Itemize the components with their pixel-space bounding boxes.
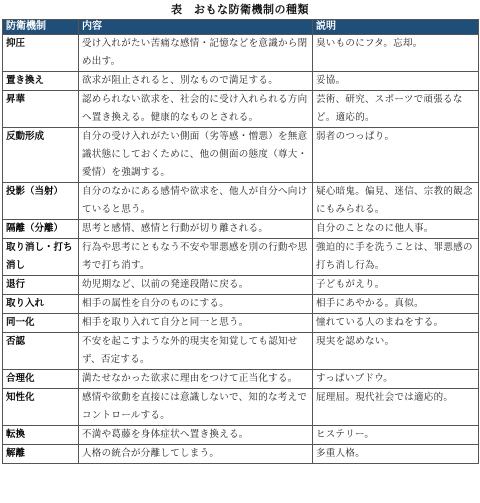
table-row	[3, 72, 479, 91]
mechanism-description: 疑心暗鬼。偏見、迷信、宗教的観念にもみられる。	[313, 183, 479, 220]
mechanism-description: 臭いものにフタ。忘却。	[313, 35, 479, 72]
mechanism-content: 感情や欲動を直接には意識しないで、知的な考えでコントロールする。	[79, 389, 313, 426]
header-description: 説明	[313, 20, 479, 35]
mechanism-description: 強迫的に手を洗うことは、罪悪感の打ち消し行為。	[313, 239, 479, 276]
mechanism-content: 不安を起こすような外的現実を知覚しても認知せず、否定する。	[79, 333, 313, 370]
table-row	[3, 35, 479, 72]
mechanism-description: ヒステリー。	[313, 426, 479, 445]
mechanism-content: 欲求が阻止されると、別なもので満足する。	[79, 72, 313, 91]
table-row	[3, 128, 479, 183]
mechanism-content: 不満や葛藤を身体症状へ置き換える。	[79, 426, 313, 445]
mechanism-description: 憧れている人のまねをする。	[313, 314, 479, 333]
mechanism-description: すっぱいブドウ。	[313, 370, 479, 389]
mechanism-name: 否認	[3, 333, 79, 370]
mechanism-name: 置き換え	[3, 72, 79, 91]
mechanism-content: 人格の統合が分離してしまう。	[79, 445, 313, 464]
mechanism-name: 同一化	[3, 314, 79, 333]
table-row	[3, 183, 479, 220]
mechanism-description: 弱者のつっぱり。	[313, 128, 479, 183]
mechanism-content: 自分の受け入れがたい側面（劣等感・憎悪）を無意識状態にしておくために、他の側面の態度（尊大・愛情）を強調する。	[79, 128, 313, 183]
mechanism-content: 受け入れがたい苦痛な感情・記憶などを意識から閉め出す。	[79, 35, 313, 72]
mechanism-description: 芸術、研究、スポーツで頑張るなど。適応的。	[313, 91, 479, 128]
mechanism-description: 多重人格。	[313, 445, 479, 464]
mechanism-name: 転換	[3, 426, 79, 445]
mechanism-content: 行為や思考にともなう不安や罪悪感を別の行動や思考で打ち消す。	[79, 239, 313, 276]
mechanism-description: 妥協。	[313, 72, 479, 91]
table-row	[3, 370, 479, 389]
mechanism-description: 子どもがえり。	[313, 276, 479, 295]
table-row	[3, 314, 479, 333]
mechanism-description: 現実を認めない。	[313, 333, 479, 370]
mechanism-name: 抑圧	[3, 35, 79, 72]
mechanism-description: 屁理屈。現代社会では適応的。	[313, 389, 479, 426]
header-mechanism: 防衛機制	[3, 20, 79, 35]
table-header-row	[3, 20, 479, 35]
table-row	[3, 445, 479, 464]
mechanism-name: 合理化	[3, 370, 79, 389]
mechanism-name: 投影（当射）	[3, 183, 79, 220]
header-content: 内容	[79, 20, 313, 35]
mechanism-name: 取り入れ	[3, 295, 79, 314]
mechanism-content: 相手の属性を自分のものにする。	[79, 295, 313, 314]
mechanism-content: 思考と感情、感情と行動が切り離される。	[79, 220, 313, 239]
table-row	[3, 239, 479, 276]
mechanism-content: 認められない欲求を、社会的に受け入れられる方向へ置き換える。健康的なものとされる。	[79, 91, 313, 128]
table-row	[3, 91, 479, 128]
mechanism-name: 取り消し・打ち消し	[3, 239, 79, 276]
mechanism-name: 退行	[3, 276, 79, 295]
mechanism-name: 解離	[3, 445, 79, 464]
mechanism-content: 幼児期など、以前の発達段階に戻る。	[79, 276, 313, 295]
defense-mechanism-table	[2, 19, 479, 464]
mechanism-content: 満たせなかった欲求に理由をつけて正当化する。	[79, 370, 313, 389]
mechanism-description: 自分のことなのに他人事。	[313, 220, 479, 239]
table-row	[3, 220, 479, 239]
mechanism-name: 昇華	[3, 91, 79, 128]
mechanism-name: 反動形成	[3, 128, 79, 183]
mechanism-name: 隔離（分離）	[3, 220, 79, 239]
table-title: 表 おもな防衛機制の種類	[171, 3, 309, 16]
table-row	[3, 276, 479, 295]
table-row	[3, 333, 479, 370]
mechanism-name: 知性化	[3, 389, 79, 426]
table-row	[3, 295, 479, 314]
mechanism-content: 自分のなかにある感情や欲求を、他人が自分へ向けていると思う。	[79, 183, 313, 220]
mechanism-description: 相手にあやかる。真似。	[313, 295, 479, 314]
mechanism-content: 相手を取り入れて自分と同一と思う。	[79, 314, 313, 333]
table-row	[3, 389, 479, 426]
table-row	[3, 426, 479, 445]
